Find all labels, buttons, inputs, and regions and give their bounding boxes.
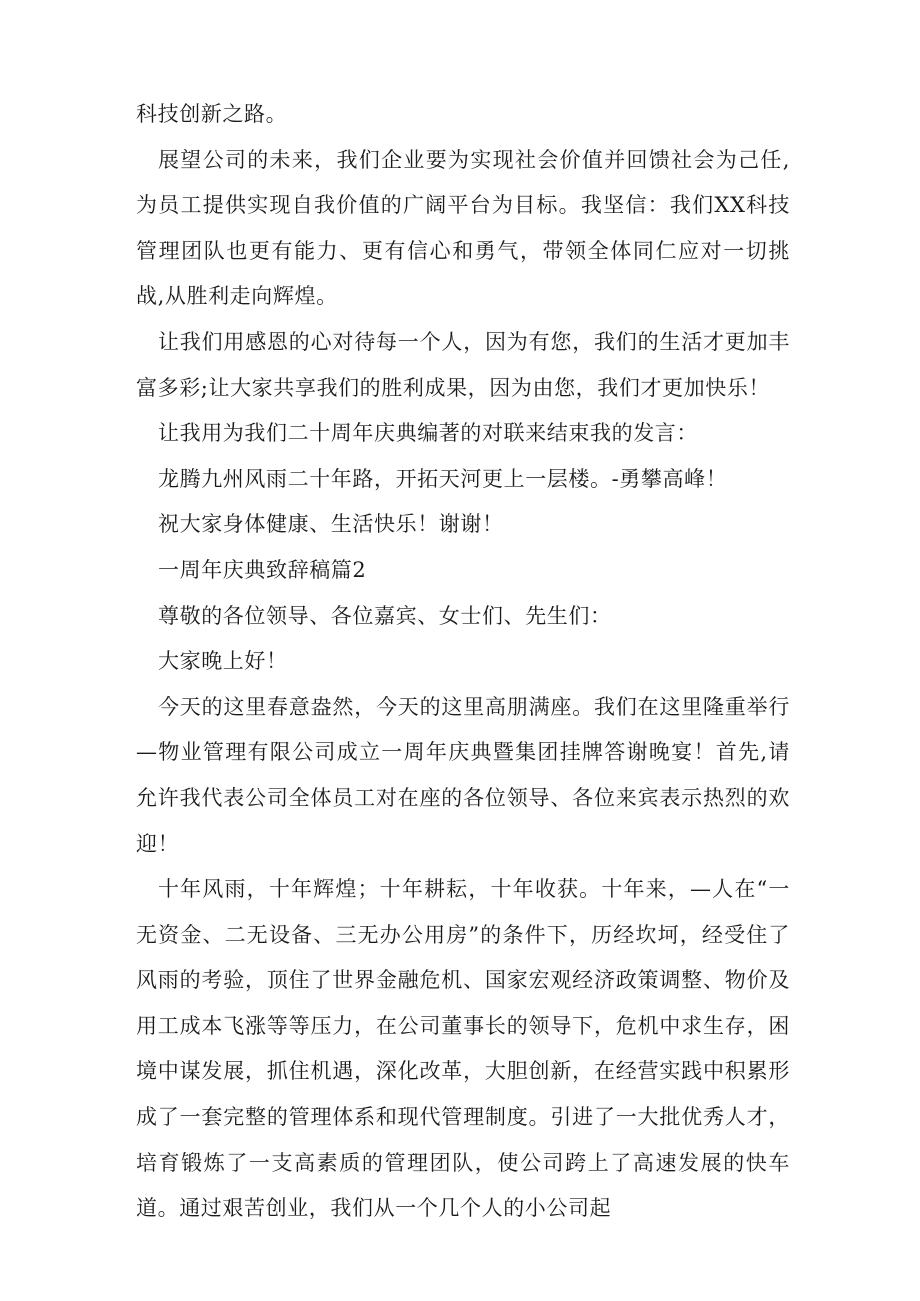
paragraph-1: 科技创新之路。 bbox=[136, 102, 288, 126]
greeting: 大家晚上好！ bbox=[158, 649, 288, 674]
document-body bbox=[136, 92, 790, 1232]
closing-thanks: 祝大家身体健康、生活快乐！谢谢！ bbox=[158, 512, 504, 537]
section-heading: 一周年庆典致辞稿篇2 bbox=[158, 557, 367, 582]
salutation: 尊敬的各位领导、各位嘉宾、女士们、先生们： bbox=[158, 603, 612, 628]
paragraph-4: 让我用为我们二十周年庆典编著的对联来结束我的发言： bbox=[158, 421, 698, 446]
couplet-paragraph: 龙腾九州风雨二十年路，开拓天河更上一层楼。-勇攀高峰！ bbox=[158, 466, 728, 491]
paragraph-3: 让我们用感恩的心对待每一个人，因为有您，我们的生活才更加丰富多彩;让大家共享我们的胜利成果，因为由您，我们才更加快乐！ bbox=[136, 329, 790, 400]
paragraph-2: 展望公司的未来，我们企业要为实现社会价值并回馈社会为己任,为员工提供实现自我价值的广阔平台为目标。我坚信：我们XX科技管理团队也更有能力、更有信心和勇气，带领全体同仁应对一切挑战,从胜利走向辉煌。 bbox=[136, 147, 790, 309]
paragraph-11: 十年风雨，十年辉煌；十年耕耘，十年收获。十年来，—人在“一无资金、二无设备、三无办公用房”的条件下，历经坎坷，经受住了风雨的考验，顶住了世界金融危机、国家宏观经济政策调整、物价及用工成本飞涨等等压力，在公司董事长的领导下，危机中求生存，困境中谋发展，抓住机遇，深化改革，大胆创新，在经营实践中积累形成了一套完整的管理体系和现代管理制度。引进了一大批优秀人才，培育锻炼了一支高素质的管理团队，使公司跨上了高速发展的快车道。通过艰苦创业，我们从一个几个人的小公司起 bbox=[136, 877, 790, 1221]
paragraph-10: 今天的这里春意盎然，今天的这里高朋满座。我们在这里隆重举行—物业管理有限公司成立一周年庆典暨集团挂牌答谢晚宴！首先,请允许我代表公司全体员工对在座的各位领导、各位来宾表示热烈的欢迎！ bbox=[136, 694, 790, 856]
